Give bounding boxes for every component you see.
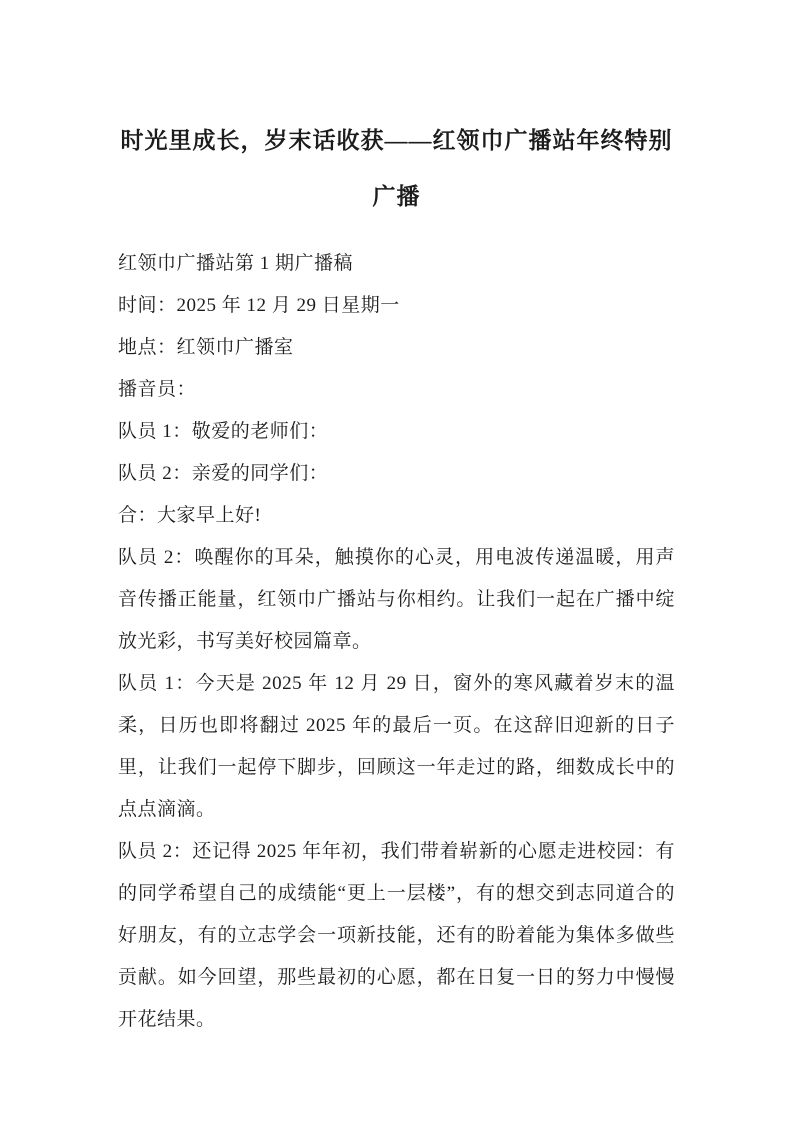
paragraph-together-greeting: 合：大家早上好! xyxy=(118,505,262,526)
document-content xyxy=(118,0,675,1041)
paragraph-member2-greeting: 队员 2：亲爱的同学们： xyxy=(118,463,329,484)
document-body xyxy=(118,243,675,1041)
paragraph-member1-greeting: 队员 1：敬爱的老师们： xyxy=(118,421,329,442)
paragraph-member2-intro: 队员 2：唤醒你的耳朵，触摸你的心灵，用电波传递温暖，用声音传播正能量，红领巾广播站与你相约。让我们一起在广播中绽放光彩，书写美好校园篇章。 xyxy=(118,547,675,652)
paragraph-location: 地点：红领巾广播室 xyxy=(118,337,294,358)
document-title xyxy=(118,113,675,225)
paragraph-announcers: 播音员： xyxy=(118,379,197,400)
document-title-line-1: 时光里成长，岁末话收获——红领巾广播站年终特别 xyxy=(120,128,673,153)
document-title-line-2: 广播 xyxy=(372,184,421,209)
paragraph-time: 时间：2025 年 12 月 29 日星期一 xyxy=(118,295,400,316)
paragraph-issue-header: 红领巾广播站第 1 期广播稿 xyxy=(118,253,354,274)
paragraph-member1-yearend: 队员 1：今天是 2025 年 12 月 29 日，窗外的寒风藏着岁末的温柔，日历也即将翻过 2025 年的最后一页。在这辞旧迎新的日子里，让我们一起停下脚步，回顾这一年走过的路，细数成长中的点点滴滴。 xyxy=(118,673,675,820)
paragraph-member2-wishes: 队员 2：还记得 2025 年年初，我们带着崭新的心愿走进校园：有的同学希望自己的成绩能“更上一层楼”，有的想交到志同道合的好朋友，有的立志学会一项新技能，还有的盼着能为集体多做些贡献。如今回望，那些最初的心愿，都在日复一日的努力中慢慢开花结果。 xyxy=(118,841,675,1030)
